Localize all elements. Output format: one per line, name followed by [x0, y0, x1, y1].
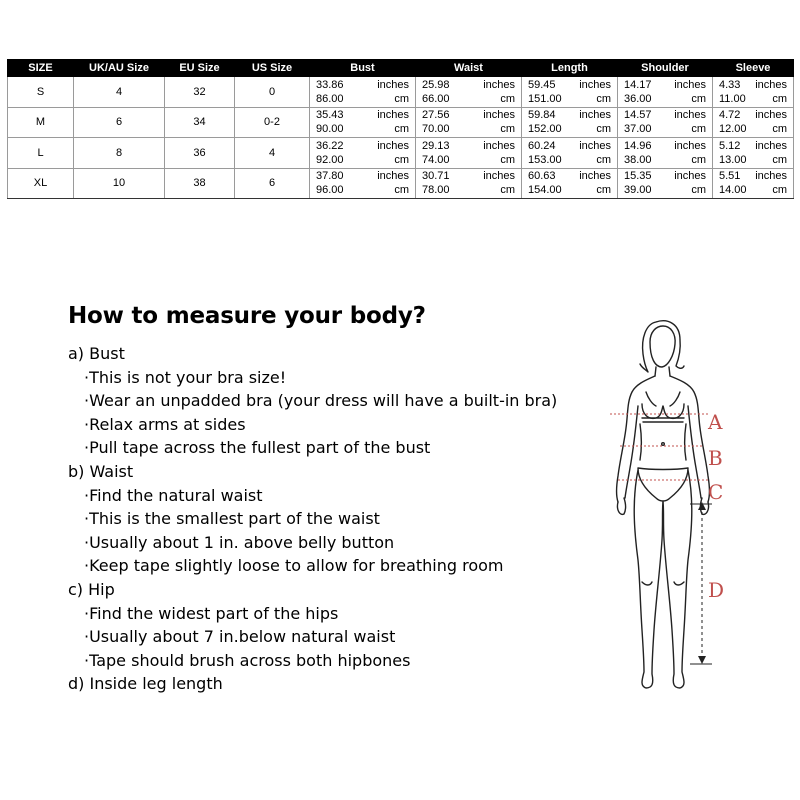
unit-label: inches [674, 139, 706, 152]
guide-step: ·Relax arms at sides [84, 414, 246, 434]
cell-size: S [8, 77, 74, 108]
size-chart-body [8, 77, 794, 199]
waist-cm-value: 66.00 [422, 92, 450, 105]
size-chart-header-row [8, 60, 794, 77]
sleeve-cm-value: 12.00 [719, 123, 747, 136]
label-d: D [708, 578, 725, 602]
bust-inches-value: 33.86 [316, 78, 344, 91]
unit-label: cm [394, 92, 409, 105]
waist-inches-value: 25.98 [422, 78, 450, 91]
waist-inches-value: 30.71 [422, 170, 450, 183]
cell-uk-au: 10 [74, 168, 165, 199]
guide-section-heading: a) Bust [68, 344, 125, 363]
size-row [8, 138, 794, 169]
length-inches-value: 60.24 [528, 139, 556, 152]
waist-inches-value: 29.13 [422, 139, 450, 152]
unit-label: inches [377, 109, 409, 122]
length-cm-value: 152.00 [528, 123, 562, 136]
unit-label: cm [596, 123, 611, 136]
length-cm-value: 153.00 [528, 153, 562, 166]
unit-label: inches [377, 78, 409, 91]
guide-title: How to measure your body? [68, 303, 426, 329]
bust-cm-value: 86.00 [316, 92, 344, 105]
column-header: US Size [235, 60, 310, 77]
unit-label: inches [674, 109, 706, 122]
size-chart-table [7, 59, 794, 199]
cell-us: 0-2 [235, 107, 310, 138]
cell-waist [416, 138, 522, 169]
cell-length [522, 138, 618, 169]
guide-step: ·Wear an unpadded bra (your dress will have a built-in bra) [84, 391, 558, 411]
sleeve-inches-value: 5.51 [719, 170, 741, 183]
waist-inches-value: 27.56 [422, 109, 450, 122]
guide-step: ·Find the widest part of the hips [84, 603, 339, 623]
cell-waist [416, 107, 522, 138]
column-header: SIZE [8, 60, 74, 77]
cell-size: L [8, 138, 74, 169]
unit-label: inches [674, 170, 706, 183]
cell-bust [310, 77, 416, 108]
unit-label: cm [500, 92, 515, 105]
cell-shoulder [618, 138, 713, 169]
waist-cm-value: 70.00 [422, 123, 450, 136]
guide-step: ·Find the natural waist [84, 485, 263, 505]
label-b: B [708, 446, 723, 470]
bust-cm-value: 96.00 [316, 184, 344, 197]
guide-section-heading: b) Waist [68, 461, 134, 481]
cell-eu: 36 [165, 138, 235, 169]
unit-label: inches [755, 78, 787, 91]
unit-label: inches [483, 170, 515, 183]
unit-label: cm [596, 153, 611, 166]
guide-step: ·Pull tape across the fullest part of the bust [84, 438, 431, 458]
unit-label: cm [500, 123, 515, 136]
cell-shoulder [618, 77, 713, 108]
waist-cm-value: 74.00 [422, 153, 450, 166]
cell-sleeve [713, 107, 794, 138]
length-inches-value: 60.63 [528, 170, 556, 183]
cell-size: XL [8, 168, 74, 199]
cell-us: 6 [235, 168, 310, 199]
guide-step: ·Usually about 1 in. above belly button [84, 532, 395, 552]
guide-step: ·Usually about 7 in.below natural waist [84, 627, 396, 647]
column-header: EU Size [165, 60, 235, 77]
shoulder-cm-value: 37.00 [624, 123, 652, 136]
sleeve-inches-value: 4.72 [719, 109, 741, 122]
unit-label: inches [377, 139, 409, 152]
cell-sleeve [713, 168, 794, 199]
unit-label: cm [772, 184, 787, 197]
cell-length [522, 77, 618, 108]
unit-label: inches [483, 139, 515, 152]
column-header: Length [522, 60, 618, 77]
guide-instructions [68, 344, 588, 698]
guide-step: ·Tape should brush across both hipbones [84, 650, 411, 670]
bust-inches-value: 36.22 [316, 139, 344, 152]
waist-cm-value: 78.00 [422, 184, 450, 197]
sleeve-cm-value: 11.00 [719, 92, 746, 105]
shoulder-inches-value: 15.35 [624, 170, 652, 183]
bust-inches-value: 35.43 [316, 109, 344, 122]
cell-waist [416, 168, 522, 199]
column-header: Bust [310, 60, 416, 77]
shoulder-inches-value: 14.57 [624, 109, 652, 122]
cell-uk-au: 4 [74, 77, 165, 108]
unit-label: cm [772, 123, 787, 136]
cell-sleeve [713, 77, 794, 108]
unit-label: cm [691, 92, 706, 105]
body-measurement-figure [590, 310, 770, 700]
unit-label: cm [500, 153, 515, 166]
column-header: Waist [416, 60, 522, 77]
cell-eu: 32 [165, 77, 235, 108]
shoulder-cm-value: 38.00 [624, 153, 652, 166]
unit-label: cm [772, 92, 787, 105]
length-cm-value: 151.00 [528, 92, 562, 105]
bust-cm-value: 92.00 [316, 153, 344, 166]
guide-step: ·Keep tape slightly loose to allow for breathing room [84, 556, 504, 576]
shoulder-cm-value: 36.00 [624, 92, 652, 105]
unit-label: cm [394, 123, 409, 136]
cell-sleeve [713, 138, 794, 169]
length-inches-value: 59.45 [528, 78, 556, 91]
cell-bust [310, 168, 416, 199]
sleeve-inches-value: 5.12 [719, 139, 741, 152]
unit-label: cm [691, 123, 706, 136]
bust-cm-value: 90.00 [316, 123, 344, 136]
sleeve-inches-value: 4.33 [719, 78, 741, 91]
unit-label: inches [674, 78, 706, 91]
unit-label: inches [579, 170, 611, 183]
cell-bust [310, 107, 416, 138]
size-row [8, 168, 794, 199]
column-header: UK/AU Size [74, 60, 165, 77]
unit-label: inches [755, 139, 787, 152]
unit-label: inches [579, 139, 611, 152]
guide-step: ·This is the smallest part of the waist [84, 509, 380, 529]
unit-label: cm [500, 184, 515, 197]
size-row [8, 77, 794, 108]
cell-us: 0 [235, 77, 310, 108]
unit-label: cm [596, 184, 611, 197]
cell-eu: 38 [165, 168, 235, 199]
cell-eu: 34 [165, 107, 235, 138]
length-cm-value: 154.00 [528, 184, 562, 197]
cell-us: 4 [235, 138, 310, 169]
cell-uk-au: 8 [74, 138, 165, 169]
column-header: Shoulder [618, 60, 713, 77]
unit-label: cm [596, 92, 611, 105]
label-a: A [708, 410, 723, 434]
unit-label: cm [691, 153, 706, 166]
cell-shoulder [618, 107, 713, 138]
guide-step: ·This is not your bra size! [84, 367, 287, 387]
shoulder-cm-value: 39.00 [624, 184, 652, 197]
sleeve-cm-value: 13.00 [719, 153, 747, 166]
sleeve-cm-value: 14.00 [719, 184, 747, 197]
unit-label: inches [579, 78, 611, 91]
unit-label: inches [755, 109, 787, 122]
cell-size: M [8, 107, 74, 138]
cell-length [522, 107, 618, 138]
cell-bust [310, 138, 416, 169]
bust-inches-value: 37.80 [316, 170, 344, 183]
body-outline-illustration [590, 310, 770, 700]
label-c: C [708, 480, 724, 504]
cell-waist [416, 77, 522, 108]
unit-label: inches [377, 170, 409, 183]
cell-uk-au: 6 [74, 107, 165, 138]
column-header: Sleeve [713, 60, 794, 77]
unit-label: inches [579, 109, 611, 122]
length-inches-value: 59.84 [528, 109, 556, 122]
unit-label: inches [483, 78, 515, 91]
unit-label: cm [772, 153, 787, 166]
size-row [8, 107, 794, 138]
unit-label: inches [483, 109, 515, 122]
unit-label: cm [394, 184, 409, 197]
shoulder-inches-value: 14.96 [624, 139, 652, 152]
unit-label: cm [394, 153, 409, 166]
guide-section-heading: c) Hip [68, 579, 115, 599]
guide-section-heading: d) Inside leg length [68, 674, 223, 694]
cell-shoulder [618, 168, 713, 199]
cell-length [522, 168, 618, 199]
unit-label: inches [755, 170, 787, 183]
unit-label: cm [691, 184, 706, 197]
shoulder-inches-value: 14.17 [624, 78, 652, 91]
